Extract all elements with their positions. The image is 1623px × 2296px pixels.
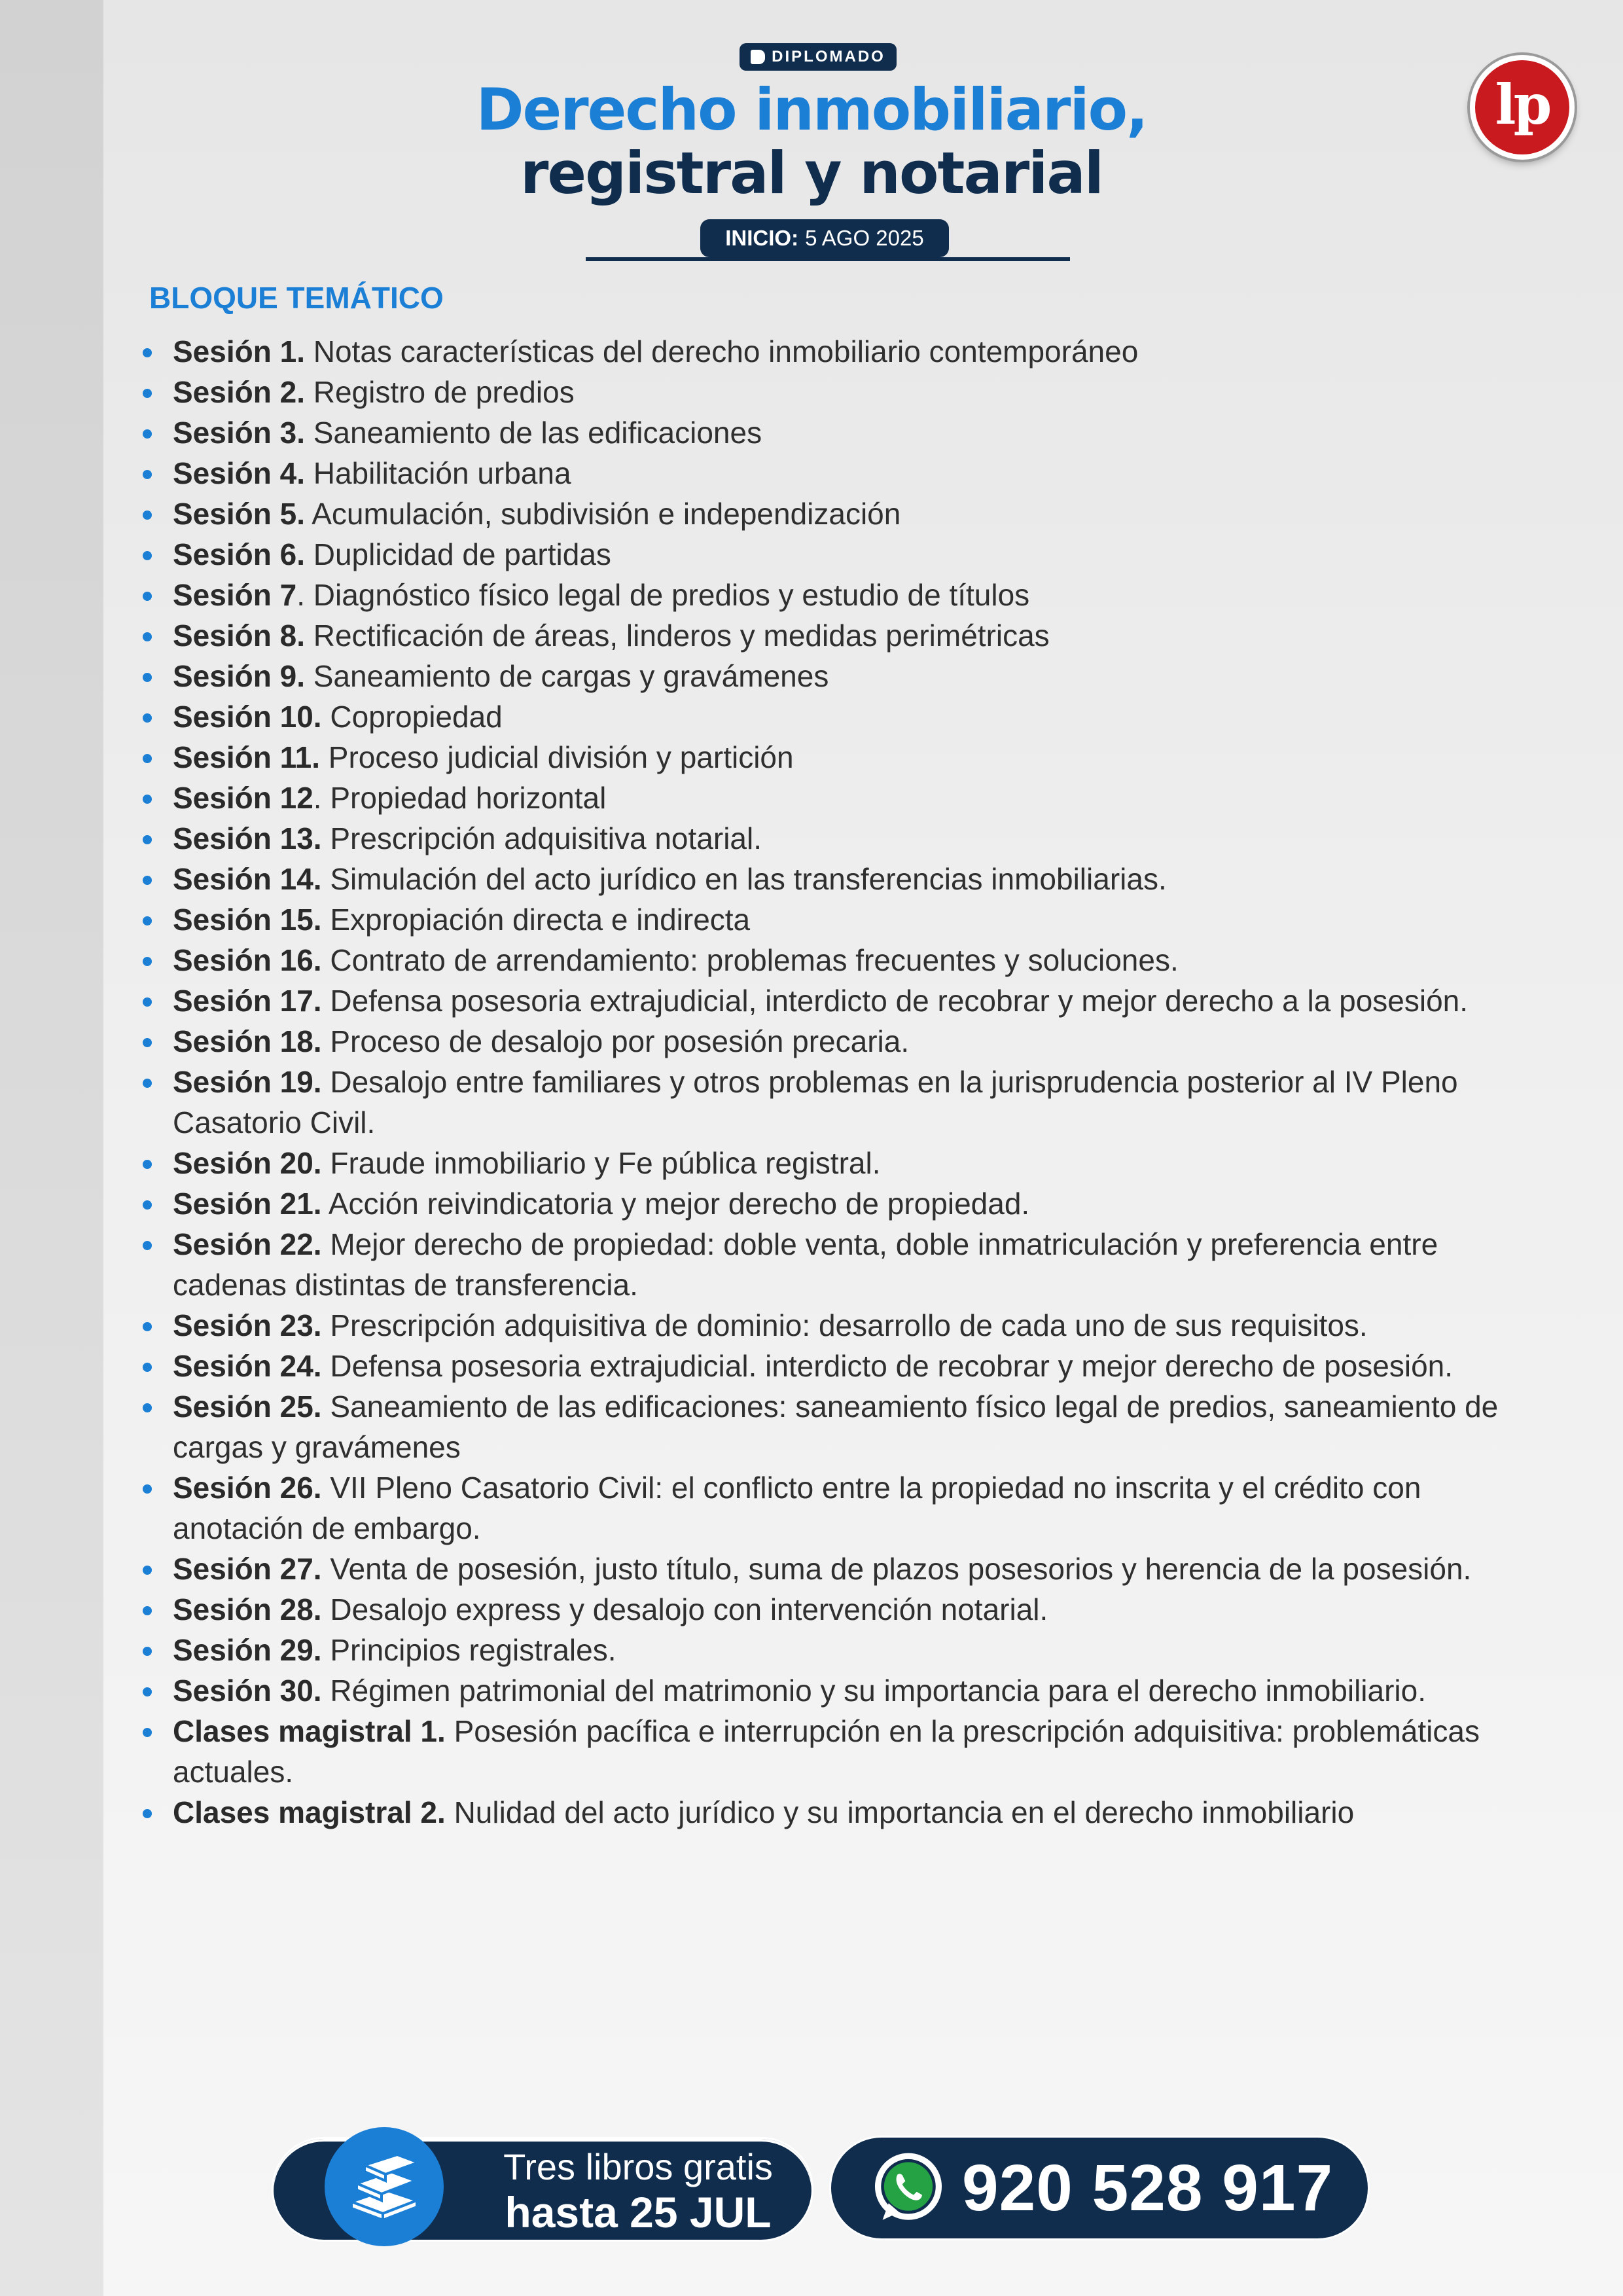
whatsapp-contact-button[interactable]: [831, 2138, 1368, 2238]
session-label: Sesión 22.: [173, 1227, 322, 1261]
session-text: Registro de predios: [313, 375, 575, 409]
side-strip: [0, 0, 103, 2296]
session-label: Sesión 17.: [173, 984, 322, 1018]
session-text: VII Pleno Casatorio Civil: el conflicto entre la propiedad no inscrita y el crédito con anotación de embargo.: [173, 1471, 1421, 1545]
session-text: Fraude inmobiliario y Fe pública registral.: [330, 1146, 881, 1180]
logo-text: lp: [1495, 71, 1550, 137]
session-text: Mejor derecho de propiedad: doble venta, doble inmatriculación y preferencia entre cadenas distintas de transferencia.: [173, 1227, 1438, 1302]
session-item: [143, 899, 1543, 940]
session-text: Prescripción adquisitiva de dominio: desarrollo de cada uno de sus requisitos.: [330, 1308, 1368, 1342]
title-line-1: Derecho inmobiliario,: [476, 76, 1147, 143]
session-label: Clases magistral 2.: [173, 1795, 446, 1829]
session-text: Proceso judicial división y partición: [328, 740, 794, 774]
session-item: [143, 493, 1543, 534]
section-title: BLOQUE TEMÁTICO: [149, 281, 444, 315]
session-item: [143, 1386, 1543, 1467]
session-text: Duplicidad de partidas: [313, 537, 611, 571]
session-label: Sesión 12: [173, 781, 313, 815]
start-label: INICIO:: [725, 226, 799, 250]
session-label: Sesión 8.: [173, 619, 305, 653]
session-text: Desalojo entre familiares y otros problemas en la jurisprudencia posterior al IV Pleno Casatorio Civil.: [173, 1065, 1458, 1139]
session-text: Copropiedad: [330, 700, 503, 734]
session-item: [143, 1711, 1543, 1792]
session-label: Sesión 28.: [173, 1592, 322, 1626]
session-text: Defensa posesoria extrajudicial, interdicto de recobrar y mejor derecho a la posesión.: [330, 984, 1469, 1018]
session-label: Sesión 23.: [173, 1308, 322, 1342]
session-item: [143, 1062, 1543, 1143]
whatsapp-icon: [870, 2150, 946, 2226]
session-label: Sesión 2.: [173, 375, 305, 409]
session-text: Posesión pacífica e interrupción en la prescripción adquisitiva: problemáticas actuales.: [173, 1714, 1480, 1789]
promo-line-2: hasta 25 JUL: [505, 2188, 772, 2236]
start-date-badge: [700, 219, 949, 257]
start-date: 5 AGO 2025: [805, 226, 924, 250]
badge-label: DIPLOMADO: [772, 48, 885, 65]
session-label: Sesión 21.: [173, 1187, 322, 1221]
session-text: Acción reivindicatoria y mejor derecho de propiedad.: [328, 1187, 1030, 1221]
session-label: Sesión 4.: [173, 456, 305, 490]
session-label: Sesión 6.: [173, 537, 305, 571]
session-label: Sesión 26.: [173, 1471, 322, 1505]
session-item: [143, 696, 1543, 737]
session-text: Rectificación de áreas, linderos y medidas perimétricas: [313, 619, 1050, 653]
session-text: Nulidad del acto jurídico y su importancia en el derecho inmobiliario: [454, 1795, 1355, 1829]
session-item: [143, 331, 1543, 372]
session-text: Expropiación directa e indirecta: [330, 903, 751, 937]
session-text: Saneamiento de las edificaciones: saneamiento físico legal de predios, saneamiento de cargas y gravámenes: [173, 1390, 1499, 1464]
session-item: [143, 1792, 1543, 1833]
session-label: Sesión 19.: [173, 1065, 322, 1099]
session-list: [143, 331, 1543, 1833]
session-text: Régimen patrimonial del matrimonio y su importancia para el derecho inmobiliario.: [330, 1674, 1427, 1708]
lp-logo: [1470, 55, 1575, 160]
session-label: Sesión 14.: [173, 862, 322, 896]
session-text: Saneamiento de las edificaciones: [313, 416, 762, 450]
session-text: Notas características del derecho inmobiliario contemporáneo: [313, 334, 1139, 368]
session-item: [143, 1183, 1543, 1224]
session-label: Sesión 24.: [173, 1349, 322, 1383]
session-text: Defensa posesoria extrajudicial. interdicto de recobrar y mejor derecho de posesión.: [330, 1349, 1454, 1383]
session-item: [143, 1143, 1543, 1183]
session-label: Sesión 18.: [173, 1024, 322, 1058]
session-item: [143, 656, 1543, 696]
session-label: Clases magistral 1.: [173, 1714, 446, 1748]
session-item: [143, 412, 1543, 453]
session-text: Principios registrales.: [330, 1633, 616, 1667]
session-text: Prescripción adquisitiva notarial.: [330, 821, 762, 855]
books-icon-circle: [325, 2127, 444, 2246]
session-item: [143, 859, 1543, 899]
session-item: [143, 615, 1543, 656]
session-item: [143, 1589, 1543, 1630]
session-item: [143, 1346, 1543, 1386]
phone-number: 920 528 917: [962, 2151, 1334, 2225]
session-text: Habilitación urbana: [313, 456, 571, 490]
session-item: [143, 1670, 1543, 1711]
session-label: Sesión 9.: [173, 659, 305, 693]
session-item: [143, 940, 1543, 980]
session-text: . Propiedad horizontal: [313, 781, 607, 815]
books-icon: [345, 2151, 423, 2223]
session-text: Acumulación, subdivisión e independización: [312, 497, 901, 531]
session-text: Venta de posesión, justo título, suma de plazos posesorios y herencia de la posesión.: [330, 1552, 1472, 1586]
session-label: Sesión 1.: [173, 334, 305, 368]
session-item: [143, 453, 1543, 493]
session-label: Sesión 7: [173, 578, 297, 612]
session-text: Saneamiento de cargas y gravámenes: [313, 659, 829, 693]
session-item: [143, 980, 1543, 1021]
session-item: [143, 737, 1543, 778]
session-text: Desalojo express y desalojo con intervención notarial.: [330, 1592, 1048, 1626]
session-item: [143, 1305, 1543, 1346]
session-label: Sesión 29.: [173, 1633, 322, 1667]
session-text: Simulación del acto jurídico en las transferencias inmobiliarias.: [330, 862, 1167, 896]
session-item: [143, 1549, 1543, 1589]
session-text: . Diagnóstico físico legal de predios y estudio de títulos: [296, 578, 1030, 612]
diplomado-badge: [740, 43, 897, 71]
session-text: Contrato de arrendamiento: problemas frecuentes y soluciones.: [330, 943, 1179, 977]
session-label: Sesión 15.: [173, 903, 322, 937]
session-item: [143, 534, 1543, 575]
promo-line-1: Tres libros gratis: [503, 2146, 773, 2187]
session-item: [143, 778, 1543, 818]
tag-icon: [751, 50, 765, 64]
session-label: Sesión 20.: [173, 1146, 322, 1180]
session-label: Sesión 16.: [173, 943, 322, 977]
session-label: Sesión 27.: [173, 1552, 322, 1586]
title-line-2: registral y notarial: [520, 139, 1103, 207]
session-label: Sesión 30.: [173, 1674, 322, 1708]
session-label: Sesión 5.: [173, 497, 305, 531]
session-item: [143, 818, 1543, 859]
start-underline: [586, 257, 1070, 261]
session-item: [143, 1467, 1543, 1549]
session-text: Proceso de desalojo por posesión precaria.: [330, 1024, 910, 1058]
session-label: Sesión 10.: [173, 700, 322, 734]
session-item: [143, 1021, 1543, 1062]
session-label: Sesión 11.: [173, 740, 321, 774]
promo-text: [481, 2145, 795, 2236]
session-label: Sesión 3.: [173, 416, 305, 450]
session-item: [143, 372, 1543, 412]
session-label: Sesión 13.: [173, 821, 322, 855]
session-item: [143, 1224, 1543, 1305]
session-item: [143, 575, 1543, 615]
session-label: Sesión 25.: [173, 1390, 322, 1424]
session-item: [143, 1630, 1543, 1670]
